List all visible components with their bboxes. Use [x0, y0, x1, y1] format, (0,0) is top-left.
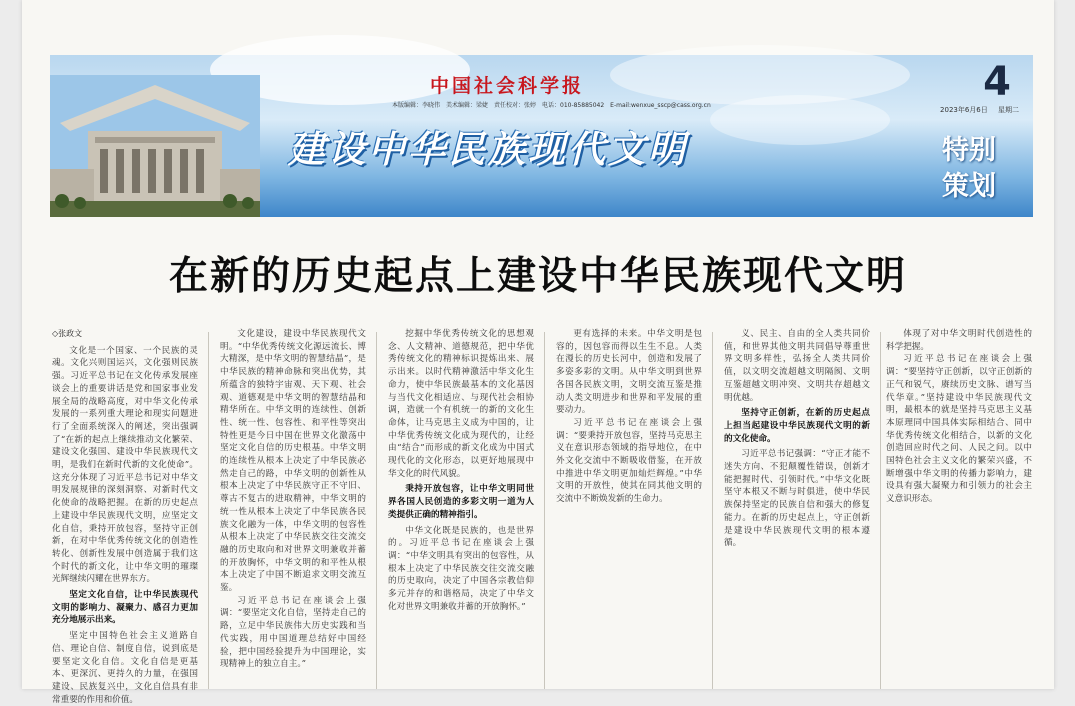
paragraph: 中华文化既是民族的，也是世界的。习近平总书记在座谈会上强调：“中华文明具有突出的包容性，从根本上决定了中华民族交往交流交融的历史取向，决定了中国各宗教信仰多元并存的和谐格局，决定了中华文化对世界文明兼收并蓄的开放胸怀。”	[388, 525, 534, 612]
paragraph: 坚定中国特色社会主义道路自信、理论自信、制度自信，说到底是要坚定文化自信。文化自信是更基本、更深沉、更持久的力量，在强国建设、民族复兴中，文化自信具有非常重要的作用和价值。	[52, 631, 198, 705]
special-tag	[923, 133, 1015, 205]
paragraph: 文化建设，建设中华民族现代文明。“中华优秀传统文化源远流长、博大精深，是中华文明的智慧结晶”，是中华民族的精神命脉和突出优势，其所蕴含的独特宇宙观、天下观、社会观、道德观是中华文明的智慧结晶和精华所在。中华文明的连续性、创新性、统一性、包容性、和平性等突出特性更是今日中国在世界文化激荡中坚定文化自信的历史根基。中华文明的连续性从根本上决定了中华民族必然走自己的路，中华文明的创新性从根本上决定了中华民族守正不守旧、尊古不复古的进取精神，中华文明的统一性从根本上决定了中华民族各民族文化融为一体，中华文明的包容性从根本上决定了中华民族交往交流交融的历史取向和对世界文明兼收并蓄的开放胸怀，中华文明的和平性从根本上决定了中国不断追求文明交流互鉴。	[220, 329, 366, 594]
special-title: 建设中华民族现代文明	[288, 128, 688, 171]
special-banner	[50, 55, 1033, 217]
section-subheading: 秉持开放包容，让中华文明同世界各国人民创造的多彩文明一道为人类提供正确的精神指引。	[388, 484, 534, 520]
page-number: 4	[983, 59, 1011, 105]
paragraph: 习近平总书记在座谈会上强调：“要秉持开放包容，坚持马克思主义在意识形态领域的指导地位，在中外文化交流中不断吸收借鉴，在开放中推进中华文明更加灿烂辉煌。”中华文明的开放性，使其在同其他文明的交流中不断焕发新的生命力。	[556, 417, 702, 505]
newspaper-masthead: 中国社会科学报	[430, 75, 585, 97]
article-column	[724, 328, 870, 689]
special-tag-line: 特别	[942, 135, 996, 166]
paragraph: 文化是一个国家、一个民族的灵魂。文化兴则国运兴，文化强则民族强。习近平总书记在文化传承发展座谈会上的重要讲话是党和国家事业发展全局的战略高度，对中华文化传承发展的一系列重大理论和现实问题进行了全面系统深入的阐述，突出强调了“在新的起点上继续推动文化繁荣、建设文化强国、建设中华民族现代文明，是我们在新时代新的文化使命”。这充分体现了习近平总书记对中华文明发展规律的深刻洞察、对新时代文化使命的战略把握。在新的历史起点上建设中华民族现代文明，应坚定文化自信，秉持开放包容，坚持守正创新，在对中华优秀传统文化的创造性转化、创新性发展中创造属于我们这个时代的新文化，让中华文明的璀璨光辉继续闪耀在世界东方。	[52, 345, 198, 585]
section-subheading: 坚持守正创新，在新的历史起点上担当起建设中华民族现代文明的新的文化使命。	[724, 408, 870, 444]
paragraph: 更有选择的未来。中华文明是包容的，因包容而得以生生不息。人类在漫长的历史长河中，创造和发展了多姿多彩的文明。从中华文明到世界各国各民族文明，文明交流互鉴是推动人类文明进步和世界和平发展的重要动力。	[556, 329, 702, 416]
paragraph: 习近平总书记在座谈会上强调：“要坚持守正创新，以守正创新的正气和锐气，赓续历史文脉、谱写当代华章。”坚持建设中华民族现代文明，最根本的就是坚持马克思主义基本原理同中国具体实际相结合、同中华优秀传统文化相结合，以新的文化创造回应时代之问、人民之问。以中国特色社会主义文化的繁荣兴盛，不断增强中华文明的传播力影响力，建设具有强大凝聚力和引领力的社会主义意识形态。	[886, 354, 1032, 505]
article-column	[388, 328, 534, 689]
paragraph: 挖掘中华优秀传统文化的思想观念、人文精神、道德规范，把中华优秀传统文化的精神标识提炼出来、展示出来。以时代精神激活中华文化生命力，使中华民族最基本的文化基因与当代文化相适应、与现代社会相协调，造就一个有机统一的新的文化生命体，让马克思主义成为中国的，让中华优秀传统文化成为现代的，让经由“结合”而形成的新文化成为中国式现代化的文化形态，以更好地展现中华文化的时代风貌。	[388, 329, 534, 479]
article-column	[52, 328, 198, 705]
section-subheading: 坚定文化自信，让中华民族现代文明的影响力、凝聚力、感召力更加充分地展示出来。	[52, 590, 198, 626]
byline: ◇张政文	[52, 329, 83, 338]
editor-credits: 本版编辑：李晓伟 美术编辑：梁婕 责任校对：张婷 电话：010-85885042 E-mail:wenxue_sscp@cass.org.cn	[392, 102, 711, 109]
issue-date: 2023年6月6日	[940, 106, 988, 114]
dateline	[932, 105, 1019, 115]
column-divider	[544, 332, 545, 689]
special-tag-line: 策划	[942, 171, 996, 202]
column-divider	[376, 332, 377, 689]
banner-cloud	[710, 95, 890, 145]
paragraph: 习近平总书记在座谈会上强调：“要坚定文化自信，坚持走自己的路，立足中华民族伟大历史实践和当代实践，用中国道理总结好中国经验，把中国经验提升为中国理论，实现精神上的独立自主。”	[220, 595, 366, 670]
paragraph: 义、民主、自由的全人类共同价值，和世界其他文明共同倡导尊重世界文明多样性，弘扬全人类共同价值，以文明交流超越文明隔阂、文明互鉴超越文明冲突、文明共存超越文明优越。	[724, 329, 870, 403]
issue-weekday: 星期二	[998, 106, 1019, 114]
article-column	[220, 328, 366, 689]
banner-cloud	[610, 45, 910, 105]
article-column	[886, 328, 1032, 689]
newspaper-page	[22, 0, 1054, 705]
paragraph: 体现了对中华文明时代创造性的科学把握。	[886, 329, 1032, 352]
article-headline: 在新的历史起点上建设中华民族现代文明	[168, 254, 907, 299]
article-column	[556, 328, 702, 689]
article-body	[52, 328, 1032, 705]
column-divider	[712, 332, 713, 689]
museum-building-illustration	[50, 75, 260, 217]
column-divider	[880, 332, 881, 689]
column-divider	[208, 332, 209, 689]
paragraph: 习近平总书记强调：“守正才能不迷失方向、不犯颠覆性错误，创新才能把握时代、引领时代。”中华文化既坚守本根又不断与时俱进，使中华民族保持坚定的民族自信和强大的修复能力。在新的历史起点上，守正创新是建设中华民族现代文明的根本遵循。	[724, 449, 870, 549]
